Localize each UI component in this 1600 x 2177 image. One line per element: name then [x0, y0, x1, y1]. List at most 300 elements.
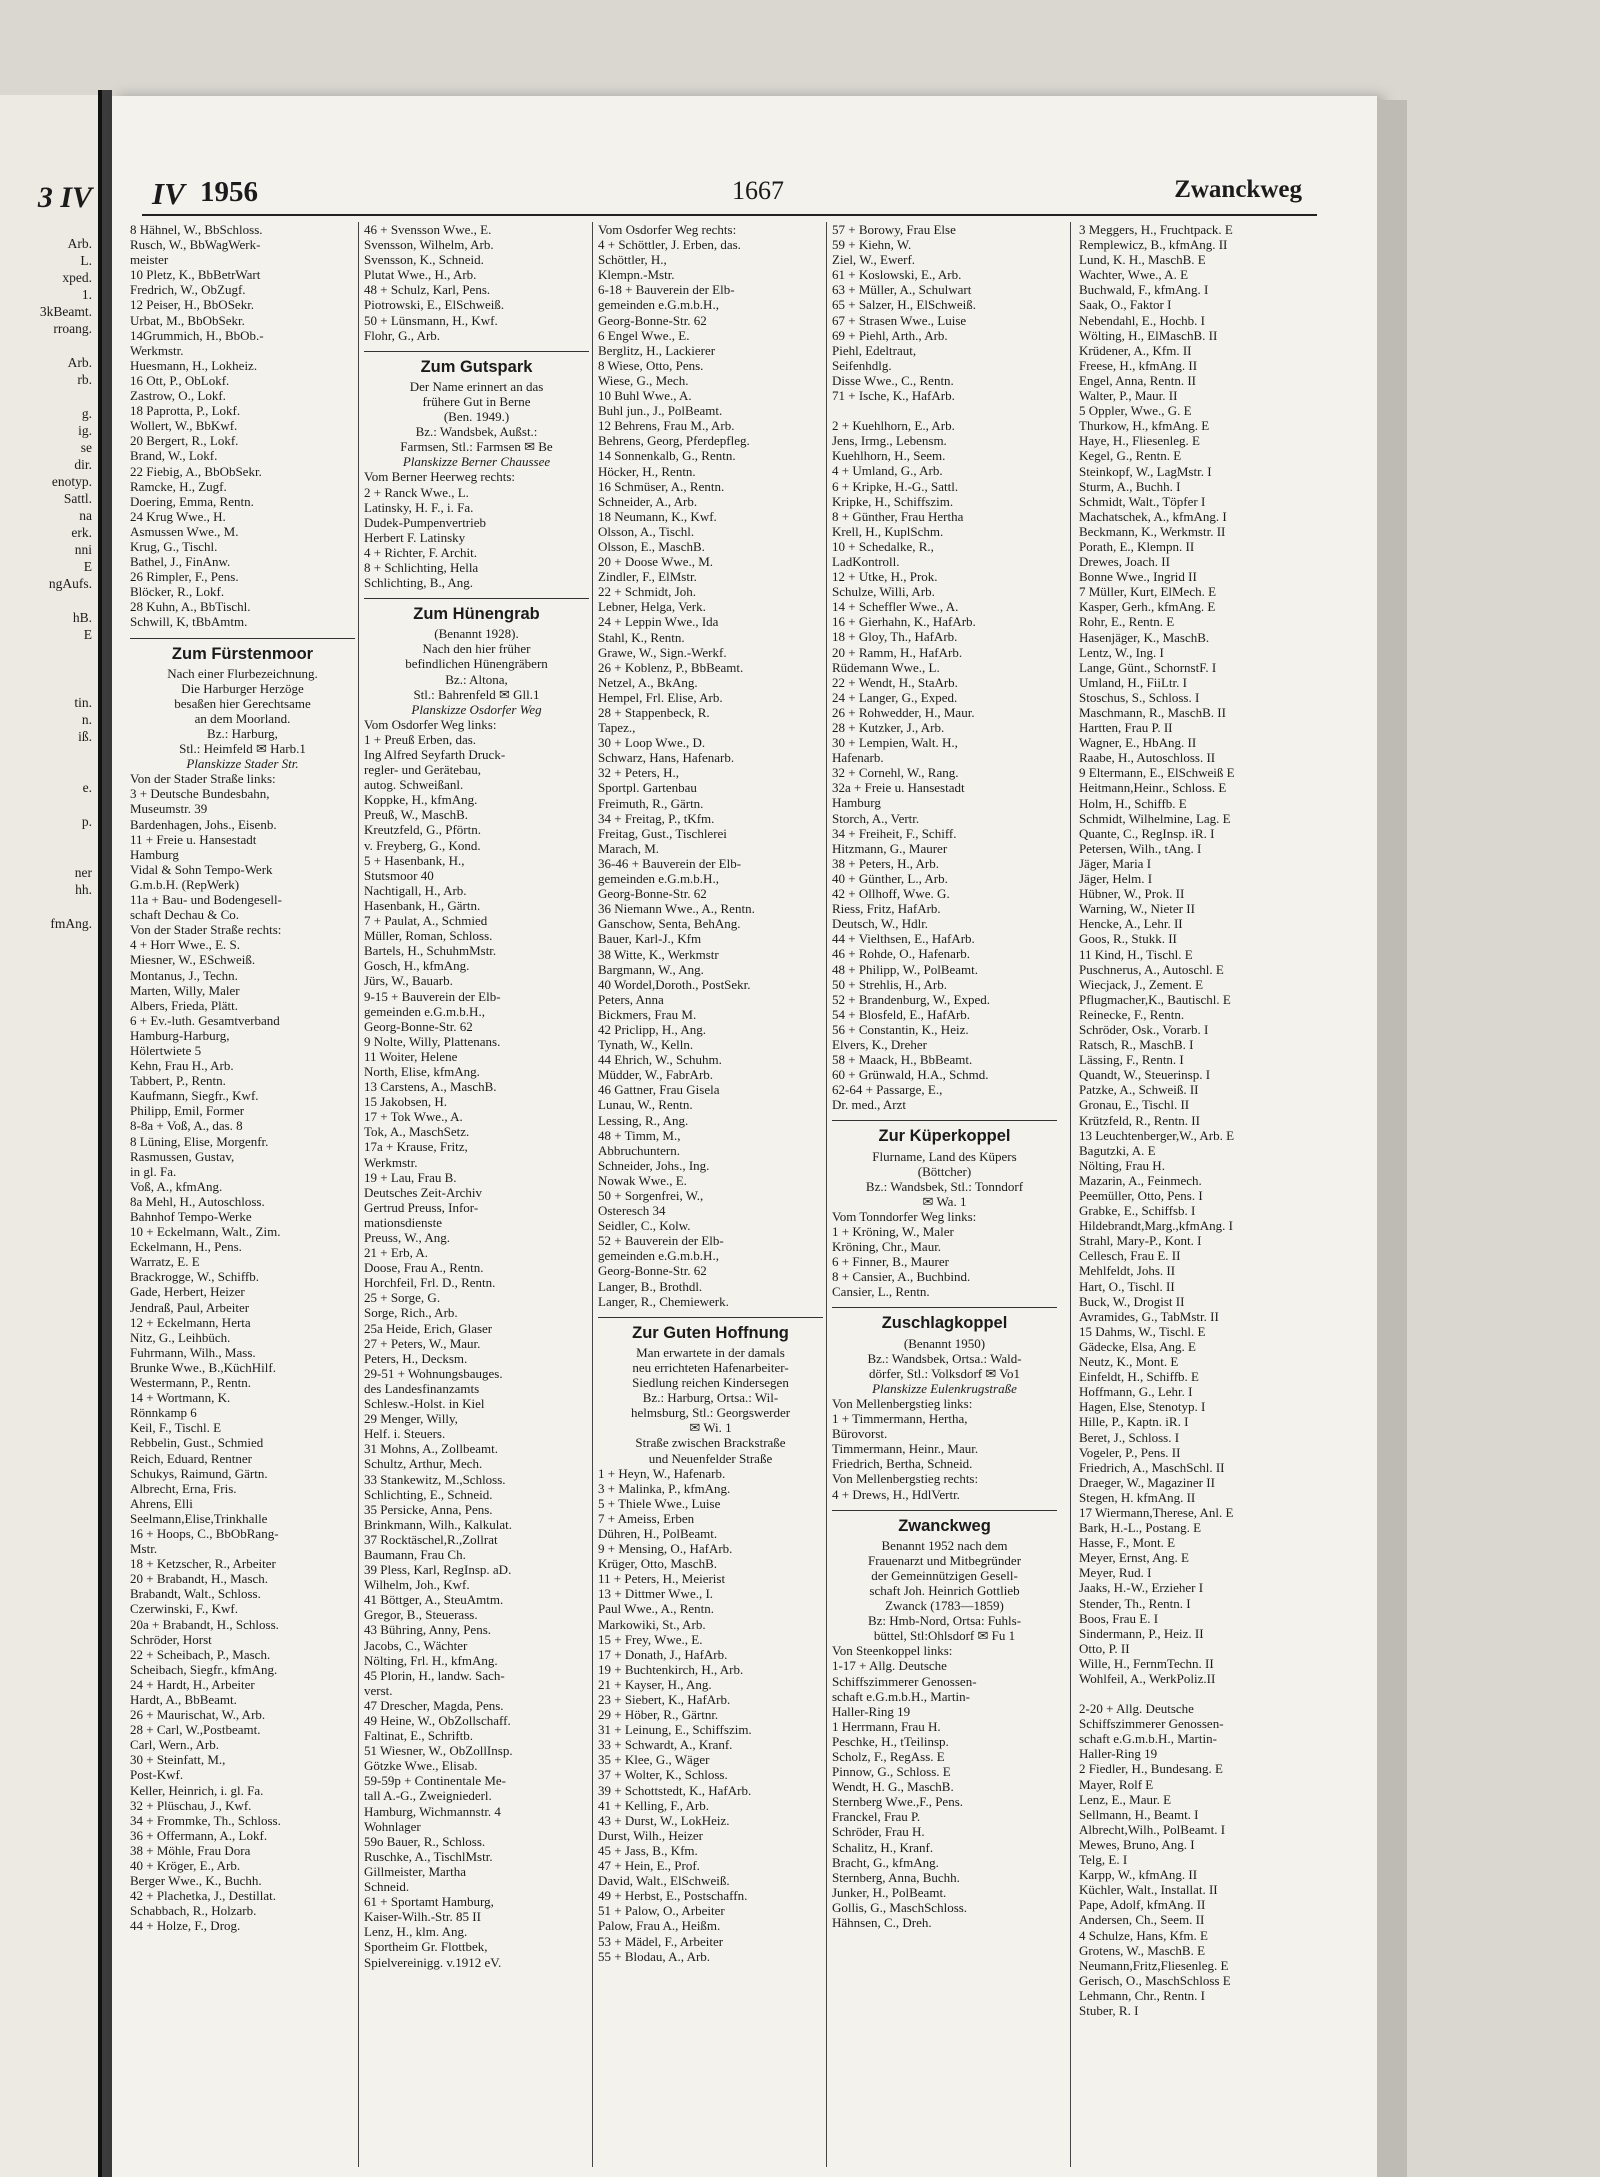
directory-entry: 5 + Thiele Wwe., Luise: [598, 1495, 721, 1511]
directory-entry: 56 + Constantin, K., Heiz.: [832, 1021, 969, 1037]
previous-page-line: [40, 592, 92, 609]
directory-entry: Von Mellenbergstieg links:: [832, 1395, 973, 1411]
previous-page-fragment: [0, 95, 98, 2177]
directory-entry: Blöcker, R., Lokf.: [130, 584, 225, 600]
directory-entry: Ramcke, H., Zugf.: [130, 478, 227, 494]
directory-entry: 29 Menger, Willy,: [364, 1411, 458, 1427]
directory-entry: 35 + Klee, G., Wäger: [598, 1752, 710, 1768]
directory-entry: Schiffszimmerer Genossen-: [832, 1673, 977, 1689]
directory-entry: Peters, H., Decksm.: [364, 1350, 468, 1366]
directory-entry: 41 Böttger, A., SteuAmtm.: [364, 1592, 504, 1608]
directory-entry: Sternberg, Anna, Buchh.: [832, 1869, 960, 1885]
directory-entry: 50 + Lünsmann, H., Kwf.: [364, 312, 498, 328]
previous-page-line: ngAufs.: [48, 576, 92, 591]
directory-entry: Lenz, H., klm. Ang.: [364, 1924, 468, 1940]
previous-page-line: na: [79, 508, 92, 523]
directory-entry: Porath, E., Klempn. II: [1079, 538, 1195, 554]
directory-entry: 63 + Müller, A., Schulwart: [832, 282, 972, 298]
directory-entry: Haller-Ring 19: [1079, 1746, 1158, 1762]
directory-entry: Hasse, F., Mont. E: [1079, 1535, 1176, 1551]
directory-entry: 15 + Frey, Wwe., E.: [598, 1631, 703, 1647]
directory-entry: 43 + Durst, W., LokHeiz.: [598, 1812, 730, 1828]
directory-entry: Gertrud Preuss, Infor-: [364, 1199, 479, 1215]
directory-entry: Brabandt, Walt., Schloss.: [130, 1586, 261, 1602]
directory-entry: Dudek-Pumpenvertrieb: [364, 514, 487, 530]
previous-page-line: Sattl.: [63, 491, 92, 506]
directory-entry: Berglitz, H., Lackierer: [598, 342, 716, 358]
street-description: Bz.: Harburg,: [207, 726, 278, 741]
directory-entry: Tapez.,: [598, 720, 636, 736]
directory-entry: Brackrogge, W., Schiffb.: [130, 1269, 260, 1285]
directory-entry: 9 + Mensing, O., HafArb.: [598, 1541, 733, 1557]
directory-entry: Gronau, E., Tischl. II: [1079, 1097, 1190, 1113]
directory-entry: 22 + Schmidt, Joh.: [598, 584, 696, 600]
directory-entry: Gerisch, O., MaschSchloss E: [1079, 1972, 1231, 1988]
directory-entry: 44 + Vielthsen, E., HafArb.: [832, 931, 975, 947]
directory-entry: Flohr, G., Arb.: [364, 327, 441, 343]
directory-entry: Hartten, Frau P. II: [1079, 720, 1173, 736]
directory-entry: meister: [130, 252, 169, 268]
directory-entry: Marach, M.: [598, 840, 660, 856]
directory-entry: 10 + Schedalke, R.,: [832, 538, 934, 554]
street-description: (Benannt 1950): [903, 1335, 986, 1351]
directory-entry: Koppke, H., kfmAng.: [364, 792, 478, 808]
previous-page-line: L.: [80, 253, 92, 268]
directory-entry: Kaufmann, Siegfr., Kwf.: [130, 1088, 259, 1104]
directory-entry: Gosch, H., kfmAng.: [364, 958, 470, 974]
previous-page-line: ig.: [78, 423, 92, 438]
directory-entry: Carl, Wern., Arb.: [130, 1737, 219, 1753]
directory-entry: Werkmstr.: [364, 1154, 418, 1170]
directory-entry: Paul Wwe., A., Rentn.: [598, 1601, 715, 1617]
directory-entry: Nachtigall, H., Arb.: [364, 882, 467, 898]
directory-entry: Maschmann, R., MaschB. II: [1079, 705, 1226, 720]
directory-entry: 1 Herrmann, Frau H.: [832, 1718, 941, 1734]
directory-entry: Schlichting, E., Schneid.: [364, 1486, 493, 1502]
directory-entry: 34 + Freiheit, F., Schiff.: [832, 825, 957, 841]
previous-page-line: fmAng.: [50, 916, 92, 931]
directory-entry: Hardt, A., BbBeamt.: [130, 1692, 237, 1707]
street-description: Straße zwischen Brackstraße: [635, 1435, 786, 1451]
directory-entry: Philipp, Emil, Former: [130, 1103, 245, 1119]
directory-entry: Georg-Bonne-Str. 62: [598, 1263, 707, 1279]
directory-entry: Hamburg: [130, 846, 179, 862]
directory-entry: 3 + Malinka, P., kfmAng.: [598, 1480, 731, 1496]
directory-entry: Friedrich, Bertha, Schneid.: [832, 1456, 973, 1472]
directory-entry: Kuehlhorn, H., Seem.: [832, 448, 946, 464]
directory-entry: 6-18 + Bauverein der Elb-: [598, 282, 735, 298]
directory-entry: Krell, H., KuplSchm.: [832, 523, 944, 539]
directory-entry: Keil, F., Tischl. E: [130, 1420, 222, 1436]
street-description: ✉ Wi. 1: [689, 1420, 732, 1436]
directory-entry: Tynath, W., Kelln.: [598, 1037, 694, 1053]
directory-entry: Huesmann, H., Lokheiz.: [130, 357, 258, 373]
column-divider: [1070, 222, 1071, 2167]
directory-entry: Buck, W., Drogist II: [1079, 1293, 1185, 1309]
directory-entry: Abbruchuntern.: [598, 1142, 680, 1158]
directory-entry: Olsson, A., Tischl.: [598, 523, 695, 539]
directory-entry: 13 + Dittmer Wwe., I.: [598, 1586, 714, 1602]
directory-entry: Franckel, Frau P.: [832, 1809, 921, 1825]
directory-entry: Riess, Fritz, HafArb.: [832, 901, 941, 917]
directory-entry: schaft e.G.m.b.H., Martin-: [1079, 1731, 1217, 1747]
directory-entry: 11 Woiter, Helene: [364, 1048, 458, 1064]
previous-page-line: Arb.: [67, 236, 92, 251]
directory-entry: Schmidt, Wilhelmine, Lag. E: [1079, 810, 1231, 826]
directory-entry: 69 + Piehl, Arth., Arb.: [832, 327, 948, 343]
street-description: Bz.: Altona,: [445, 671, 508, 687]
directory-entry: 24 + Hardt, H., Arbeiter: [130, 1676, 255, 1692]
directory-entry: 65 + Salzer, H., ElSchweiß.: [832, 297, 977, 313]
directory-entry: Markowiki, St., Arb.: [598, 1616, 706, 1632]
directory-entry: Pinnow, G., Schloss. E: [832, 1764, 951, 1780]
street-description: Stl.: Bahrenfeld ✉ Gll.1: [413, 686, 540, 702]
directory-entry: 9 Eltermann, E., ElSchweiß E: [1079, 765, 1235, 781]
header-district: IV: [152, 176, 185, 211]
directory-entry: 27 + Peters, W., Maur.: [364, 1335, 481, 1351]
directory-entry: 22 + Scheibach, P., Masch.: [130, 1646, 271, 1662]
directory-entry: 13 Leuchtenberger,W., Arb. E: [1079, 1127, 1235, 1143]
directory-entry: Quante, C., RegInsp. iR. I: [1079, 825, 1215, 841]
directory-entry: Von der Stader Straße links:: [130, 771, 276, 787]
directory-entry: Kreutzfeld, G., Pförtn.: [364, 822, 481, 838]
directory-entry: 8 Wiese, Otto, Pens.: [598, 357, 704, 373]
directory-entry: Schöttler, H.,: [598, 252, 667, 268]
directory-entry: 20 + Brabandt, H., Masch.: [130, 1571, 269, 1587]
directory-entry: 24 + Leppin Wwe., Ida: [598, 614, 719, 630]
directory-entry: Hasenjäger, K., MaschB.: [1079, 629, 1210, 645]
directory-entry: 36 Niemann Wwe., A., Rentn.: [598, 901, 755, 917]
previous-page-line: [40, 847, 92, 864]
directory-entry: Wohnlager: [364, 1818, 421, 1834]
directory-entry: 32a + Freie u. Hansestadt: [832, 780, 965, 796]
directory-entry: Lunau, W., Rentn.: [598, 1097, 693, 1113]
directory-entry: Schlichting, B., Ang.: [364, 575, 474, 591]
directory-page: [112, 96, 1377, 2177]
directory-entry: 26 + Koblenz, P., BbBeamt.: [598, 659, 744, 675]
directory-entry: 4 + Schöttler, J. Erben, das.: [598, 237, 741, 253]
street-description: Planskizze Eulenkrugstraße: [872, 1380, 1017, 1396]
directory-entry: Grawe, W., Sign.-Werkf.: [598, 644, 727, 660]
directory-entry: Asmussen Wwe., M.: [130, 523, 239, 539]
directory-entry: 37 + Wolter, K., Schloss.: [598, 1767, 728, 1783]
directory-entry: Jäger, Helm. I: [1079, 871, 1153, 887]
directory-entry: Otto, P. II: [1079, 1640, 1130, 1656]
previous-page-line: 3kBeamt.: [39, 304, 92, 319]
directory-entry: Svensson, Wilhelm, Arb.: [364, 237, 494, 253]
directory-entry: Nölting, Frl. H., kfmAng.: [364, 1652, 498, 1668]
directory-entry: 29 + Höber, R., Gärtnr.: [598, 1707, 719, 1723]
directory-entry: Spielvereinigg. v.1912 eV.: [364, 1954, 502, 1970]
street-description: Nach den hier früher: [422, 641, 531, 657]
directory-entry: Czerwinski, F., Kwf.: [130, 1601, 239, 1617]
directory-entry: 47 Drescher, Magda, Pens.: [364, 1697, 504, 1713]
directory-entry: Jens, Irmg., Lebensm.: [832, 433, 947, 449]
directory-entry: Patzke, A., Schweiß. II: [1079, 1082, 1199, 1098]
directory-entry: 17 + Donath, J., HafArb.: [598, 1646, 728, 1662]
directory-entry: Vom Osdorfer Weg links:: [364, 716, 497, 732]
directory-entry: Schmidt, Walt., Töpfer I: [1079, 493, 1206, 509]
directory-entry: Rusch, W., BbWagWerk-: [130, 237, 261, 253]
directory-entry: Einfeldt, H., Schiffb. E: [1079, 1369, 1199, 1385]
directory-entry: 3 + Deutsche Bundesbahn,: [130, 786, 270, 802]
directory-entry: Sturm, A., Buchh. I: [1079, 478, 1181, 494]
page-header: [152, 176, 1302, 216]
directory-entry: Gade, Herbert, Heizer: [130, 1284, 245, 1300]
directory-entry: 59o Bauer, R., Schloss.: [364, 1833, 486, 1849]
directory-entry: Grabke, E., Schiffsb. I: [1079, 1203, 1196, 1219]
previous-page-line: [40, 796, 92, 813]
directory-entry: gemeinden e.G.m.b.H.,: [364, 1003, 485, 1019]
street-heading: Zur Guten Hoffnung: [598, 1317, 823, 1341]
directory-entry: Wille, H., FernmTechn. II: [1079, 1655, 1214, 1671]
directory-entry: Hähnsen, C., Dreh.: [832, 1915, 932, 1931]
directory-entry: Freitag, Gust., Tischlerei: [598, 825, 727, 841]
column-5: [1079, 222, 1324, 2018]
directory-entry: Marten, Willy, Maler: [130, 982, 240, 998]
directory-entry: Georg-Bonne-Str. 62: [364, 1018, 473, 1034]
directory-entry: Schröder, Frau H.: [832, 1824, 925, 1840]
directory-entry: Brand, W., Lokf.: [130, 448, 218, 464]
directory-entry: 26 + Maurischat, W., Arb.: [130, 1707, 266, 1723]
directory-entry: Bardenhagen, Johs., Eisenb.: [130, 816, 277, 832]
directory-entry: Krützfeld, R., Rentn. II: [1079, 1112, 1200, 1128]
previous-page-line: dir.: [74, 457, 92, 472]
directory-entry: 10 Buhl Wwe., A.: [598, 388, 692, 404]
directory-entry: 1 + Kröning, W., Maler: [832, 1224, 954, 1239]
directory-entry: Tok, A., MaschSetz.: [364, 1124, 470, 1140]
directory-entry: 38 Witte, K., Werkmstr: [598, 946, 719, 962]
directory-entry: Albers, Frieda, Plätt.: [130, 997, 238, 1013]
street-description: Zwanck (1783—1859): [885, 1598, 1004, 1614]
directory-entry: Stahl, K., Rentn.: [598, 629, 685, 645]
directory-entry: Jaaks, H.-W., Erzieher I: [1079, 1580, 1204, 1596]
directory-entry: 67 + Strasen Wwe., Luise: [832, 312, 967, 328]
previous-page-line: iß.: [78, 729, 92, 744]
directory-entry: Buchwald, F., kfmAng. I: [1079, 282, 1209, 298]
previous-page-line: [40, 677, 92, 694]
directory-entry: autog. Schweißanl.: [364, 777, 464, 793]
directory-entry: Preuss, W., Ang.: [364, 1230, 450, 1245]
directory-entry: 33 Stankewitz, M.,Schloss.: [364, 1471, 506, 1487]
directory-entry: Bark, H.-L., Postang. E: [1079, 1520, 1202, 1536]
directory-entry: Wachter, Wwe., A. E: [1079, 267, 1189, 283]
directory-entry: 21 + Kayser, H., Ang.: [598, 1676, 712, 1692]
directory-entry: 4 + Richter, F. Archit.: [364, 544, 478, 560]
directory-entry: Brinkmann, Wilh., Kalkulat.: [364, 1516, 512, 1532]
directory-entry: Bauer, Karl-J., Kfm: [598, 931, 702, 947]
directory-entry: 41 + Kelling, F., Arb.: [598, 1797, 710, 1813]
directory-entry: 21 + Erb, A.: [364, 1245, 429, 1261]
directory-entry: Berger Wwe., K., Buchh.: [130, 1873, 262, 1889]
directory-entry: Saak, O., Faktor I: [1079, 297, 1172, 313]
directory-entry: Cansier, L., Rentn.: [832, 1284, 930, 1300]
directory-entry: David, Walt., ElSchweiß.: [598, 1873, 730, 1889]
directory-entry: Nitz, G., Leihbüch.: [130, 1329, 231, 1345]
directory-entry: Rebbelin, Gust., Schmied: [130, 1435, 264, 1451]
previous-page-line: erk.: [71, 525, 92, 540]
column-1: [130, 222, 355, 1934]
directory-entry: Wohlfeil, A., WerkPoliz.II: [1079, 1671, 1216, 1686]
street-description: Bz: Hmb-Nord, Ortsa: Fuhls-: [867, 1613, 1022, 1629]
directory-entry: Sellmann, H., Beamt. I: [1079, 1806, 1199, 1822]
directory-entry: 60 + Grünwald, H.A., Schmd.: [832, 1067, 989, 1083]
directory-entry: Doering, Emma, Rentn.: [130, 493, 254, 509]
directory-entry: Hamburg: [832, 795, 881, 811]
directory-entry: Puschnerus, A., Autoschl. E: [1079, 961, 1224, 977]
directory-entry: Sorge, Rich., Arb.: [364, 1305, 458, 1321]
directory-entry: Ruschke, A., TischlMstr.: [364, 1848, 493, 1864]
directory-entry: Ganschow, Senta, BehAng.: [598, 916, 741, 932]
directory-entry: 39 Pless, Karl, RegInsp. aD.: [364, 1562, 512, 1578]
directory-entry: Andersen, Ch., Seem. II: [1079, 1912, 1205, 1928]
directory-entry: 8 Lüning, Elise, Morgenfr.: [130, 1133, 269, 1149]
directory-entry: Meyer, Ernst, Ang. E: [1079, 1550, 1189, 1566]
directory-entry: Faltinat, E., Schriftb.: [364, 1728, 474, 1744]
directory-entry: Lehmann, Chr., Rentn. I: [1079, 1987, 1206, 2003]
directory-entry: Buhl jun., J., PolBeamt.: [598, 403, 723, 419]
previous-page-line: p.: [81, 814, 92, 829]
directory-entry: Werkmstr.: [130, 342, 184, 358]
directory-entry: Karpp, W., kfmAng. II: [1079, 1867, 1198, 1883]
directory-entry: Scheibach, Siegfr., kfmAng.: [130, 1661, 278, 1677]
directory-entry: Hildebrandt,Marg.,kfmAng. I: [1079, 1218, 1233, 1234]
directory-entry: Museumstr. 39: [130, 801, 208, 817]
directory-entry: Grotens, W., MaschB. E: [1079, 1942, 1206, 1958]
directory-entry: 49 Heine, W., ObZollschaff.: [364, 1713, 511, 1728]
directory-entry: 11 Kind, H., Tischl. E: [1079, 946, 1193, 962]
directory-entry: Brunke Wwe., B.,KüchHilf.: [130, 1359, 276, 1375]
directory-entry: Nowak Wwe., E.: [598, 1172, 687, 1188]
street-description: frühere Gut in Berne: [422, 393, 531, 409]
directory-entry: 44 Ehrich, W., Schuhm.: [598, 1052, 722, 1068]
directory-entry: Lenz, E., Maur. E: [1079, 1791, 1172, 1807]
directory-entry: 20a + Brabandt, H., Schloss.: [130, 1616, 279, 1632]
previous-page-line: [40, 388, 92, 405]
directory-entry: 10 Pletz, K., BbBetrWart: [130, 267, 261, 283]
directory-entry: Wilhelm, Joh., Kwf.: [364, 1577, 470, 1593]
directory-entry: Höcker, H., Rentn.: [598, 463, 696, 479]
previous-page-line: enotyp.: [51, 474, 92, 489]
directory-entry: Langer, B., Brothdl.: [598, 1278, 703, 1294]
street-description: dörfer, Stl.: Volksdorf ✉ Vo1: [869, 1365, 1020, 1381]
directory-entry: 6 + Kripke, H.-G., Sattl.: [832, 478, 959, 494]
directory-entry: Georg-Bonne-Str. 62: [598, 312, 707, 328]
street-description: Die Harburger Herzöge: [181, 680, 304, 696]
directory-entry: Bonne Wwe., Ingrid II: [1079, 569, 1197, 585]
directory-entry: 42 + Plachetka, J., Destillat.: [130, 1888, 276, 1904]
directory-entry: 4 + Umland, G., Arb.: [832, 463, 943, 479]
directory-entry: 22 Fiebig, A., BbObSekr.: [130, 463, 262, 479]
directory-entry: Schneider, A., Arb.: [598, 493, 698, 509]
directory-entry: 18 + Ketzscher, R., Arbeiter: [130, 1556, 276, 1572]
directory-entry: Hempel, Frl. Elise, Arb.: [598, 689, 723, 705]
directory-entry: 13 Carstens, A., MaschB.: [364, 1079, 497, 1095]
directory-entry: schaft Dechau & Co.: [130, 907, 240, 923]
directory-entry: Krüger, Otto, MaschB.: [598, 1556, 717, 1572]
directory-entry: 11 + Freie u. Hansestadt: [130, 831, 257, 847]
directory-entry: 38 + Möhle, Frau Dora: [130, 1842, 251, 1858]
directory-entry: 14 Sonnenkalb, G., Rentn.: [598, 448, 736, 464]
directory-entry: 30 + Loop Wwe., D.: [598, 735, 706, 751]
directory-entry: Lentz, W., Ing. I: [1079, 644, 1164, 660]
directory-entry: Schröder, Osk., Vorarb. I: [1079, 1021, 1209, 1037]
directory-entry: Mstr.: [130, 1541, 158, 1557]
directory-entry: 12 + Eckelmann, Herta: [130, 1314, 251, 1330]
directory-entry: 8 Hähnel, W., BbSchloss.: [130, 222, 263, 237]
directory-entry: Vidal & Sohn Tempo-Werk: [130, 861, 273, 877]
directory-entry: Post-Kwf.: [130, 1767, 184, 1783]
directory-entry: 16 Schmüser, A., Rentn.: [598, 478, 725, 494]
directory-entry: v. Freyberg, G., Kond.: [364, 837, 481, 853]
directory-entry: 36-46 + Bauverein der Elb-: [598, 855, 742, 871]
directory-entry: Voß, A., kfmAng.: [130, 1178, 223, 1194]
directory-entry: Schiffszimmerer Genossen-: [1079, 1716, 1224, 1732]
directory-entry: Heitmann,Heinr., Schloss. E: [1079, 780, 1227, 796]
directory-entry: Scholz, F., RegAss. E: [832, 1749, 945, 1764]
directory-entry: Doose, Frau A., Rentn.: [364, 1260, 484, 1276]
street-description: Bz.: Wandsbek, Außst.:: [415, 424, 538, 440]
directory-entry: Storch, A., Vertr.: [832, 810, 920, 826]
directory-entry: [1079, 1686, 1324, 1701]
directory-entry: 16 + Hoops, C., BbObRang-: [130, 1525, 279, 1541]
directory-entry: 26 Rimpler, F., Pens.: [130, 569, 239, 585]
directory-entry: Telg, E. I: [1079, 1852, 1128, 1868]
directory-entry: Raabe, H., Autoschloss. II: [1079, 750, 1216, 766]
directory-entry: Küchler, Walt., Installat. II: [1079, 1882, 1218, 1898]
directory-entry: [832, 403, 1057, 418]
directory-entry: 28 + Kutzker, J., Arb.: [832, 720, 945, 735]
directory-entry: Kripke, H., Schiffszim.: [832, 493, 954, 509]
directory-entry: Quandt, W., Steuerinsp. I: [1079, 1067, 1211, 1083]
directory-entry: 62-64 + Passarge, E.,: [832, 1082, 943, 1098]
page-number: 1667: [732, 176, 784, 205]
directory-entry: Mehlfeldt, Johs. II: [1079, 1263, 1176, 1279]
directory-entry: mationsdienste: [364, 1214, 442, 1230]
directory-entry: Sportheim Gr. Flottbek,: [364, 1939, 488, 1955]
directory-entry: Hart, O., Tischl. II: [1079, 1278, 1175, 1294]
previous-page-line: Arb.: [67, 355, 92, 370]
street-description: Siedlung reichen Kindersegen: [632, 1375, 789, 1391]
previous-page-line: g.: [81, 406, 92, 421]
directory-entry: 40 + Kröger, E., Arb.: [130, 1858, 241, 1874]
directory-entry: 33 + Schwardt, A., Kranf.: [598, 1737, 733, 1753]
directory-entry: Kröning, Chr., Maur.: [832, 1239, 942, 1255]
header-street: Zwanckweg: [1174, 176, 1302, 203]
directory-entry: 55 + Blodau, A., Arb.: [598, 1948, 711, 1964]
street-description: Planskizze Stader Str.: [186, 756, 299, 772]
directory-entry: Peemüller, Otto, Pens. I: [1079, 1188, 1203, 1203]
directory-entry: Ziel, W., Ewerf.: [832, 252, 916, 268]
street-description: schaft Joh. Heinrich Gottlieb: [869, 1582, 1020, 1598]
directory-entry: 34 + Frommke, Th., Schloss.: [130, 1812, 281, 1828]
directory-entry: Tabbert, P., Rentn.: [130, 1073, 226, 1089]
directory-entry: 30 + Steinfatt, M.,: [130, 1752, 226, 1768]
previous-page-line: [40, 898, 92, 915]
directory-entry: 12 Peiser, H., BbOSekr.: [130, 297, 255, 313]
directory-entry: gemeinden e.G.m.b.H.,: [598, 297, 719, 313]
directory-entry: Avramides, G., TabMstr. II: [1079, 1308, 1219, 1324]
directory-entry: Warratz, E. E: [130, 1254, 200, 1270]
directory-entry: 57 + Borowy, Frau Else: [832, 222, 956, 237]
directory-entry: Disse Wwe., C., Rentn.: [832, 372, 954, 388]
directory-entry: Neumann,Fritz,Fliesenleg. E: [1079, 1957, 1229, 1973]
directory-entry: Behrens, Georg, Pferdepfleg.: [598, 433, 750, 449]
directory-entry: 39 + Schottstedt, K., HafArb.: [598, 1782, 752, 1798]
directory-entry: 14 + Scheffler Wwe., A.: [832, 599, 959, 615]
directory-entry: Dühren, H., PolBeamt.: [598, 1525, 718, 1541]
directory-entry: Schwill, K, tBbAmtm.: [130, 614, 248, 630]
